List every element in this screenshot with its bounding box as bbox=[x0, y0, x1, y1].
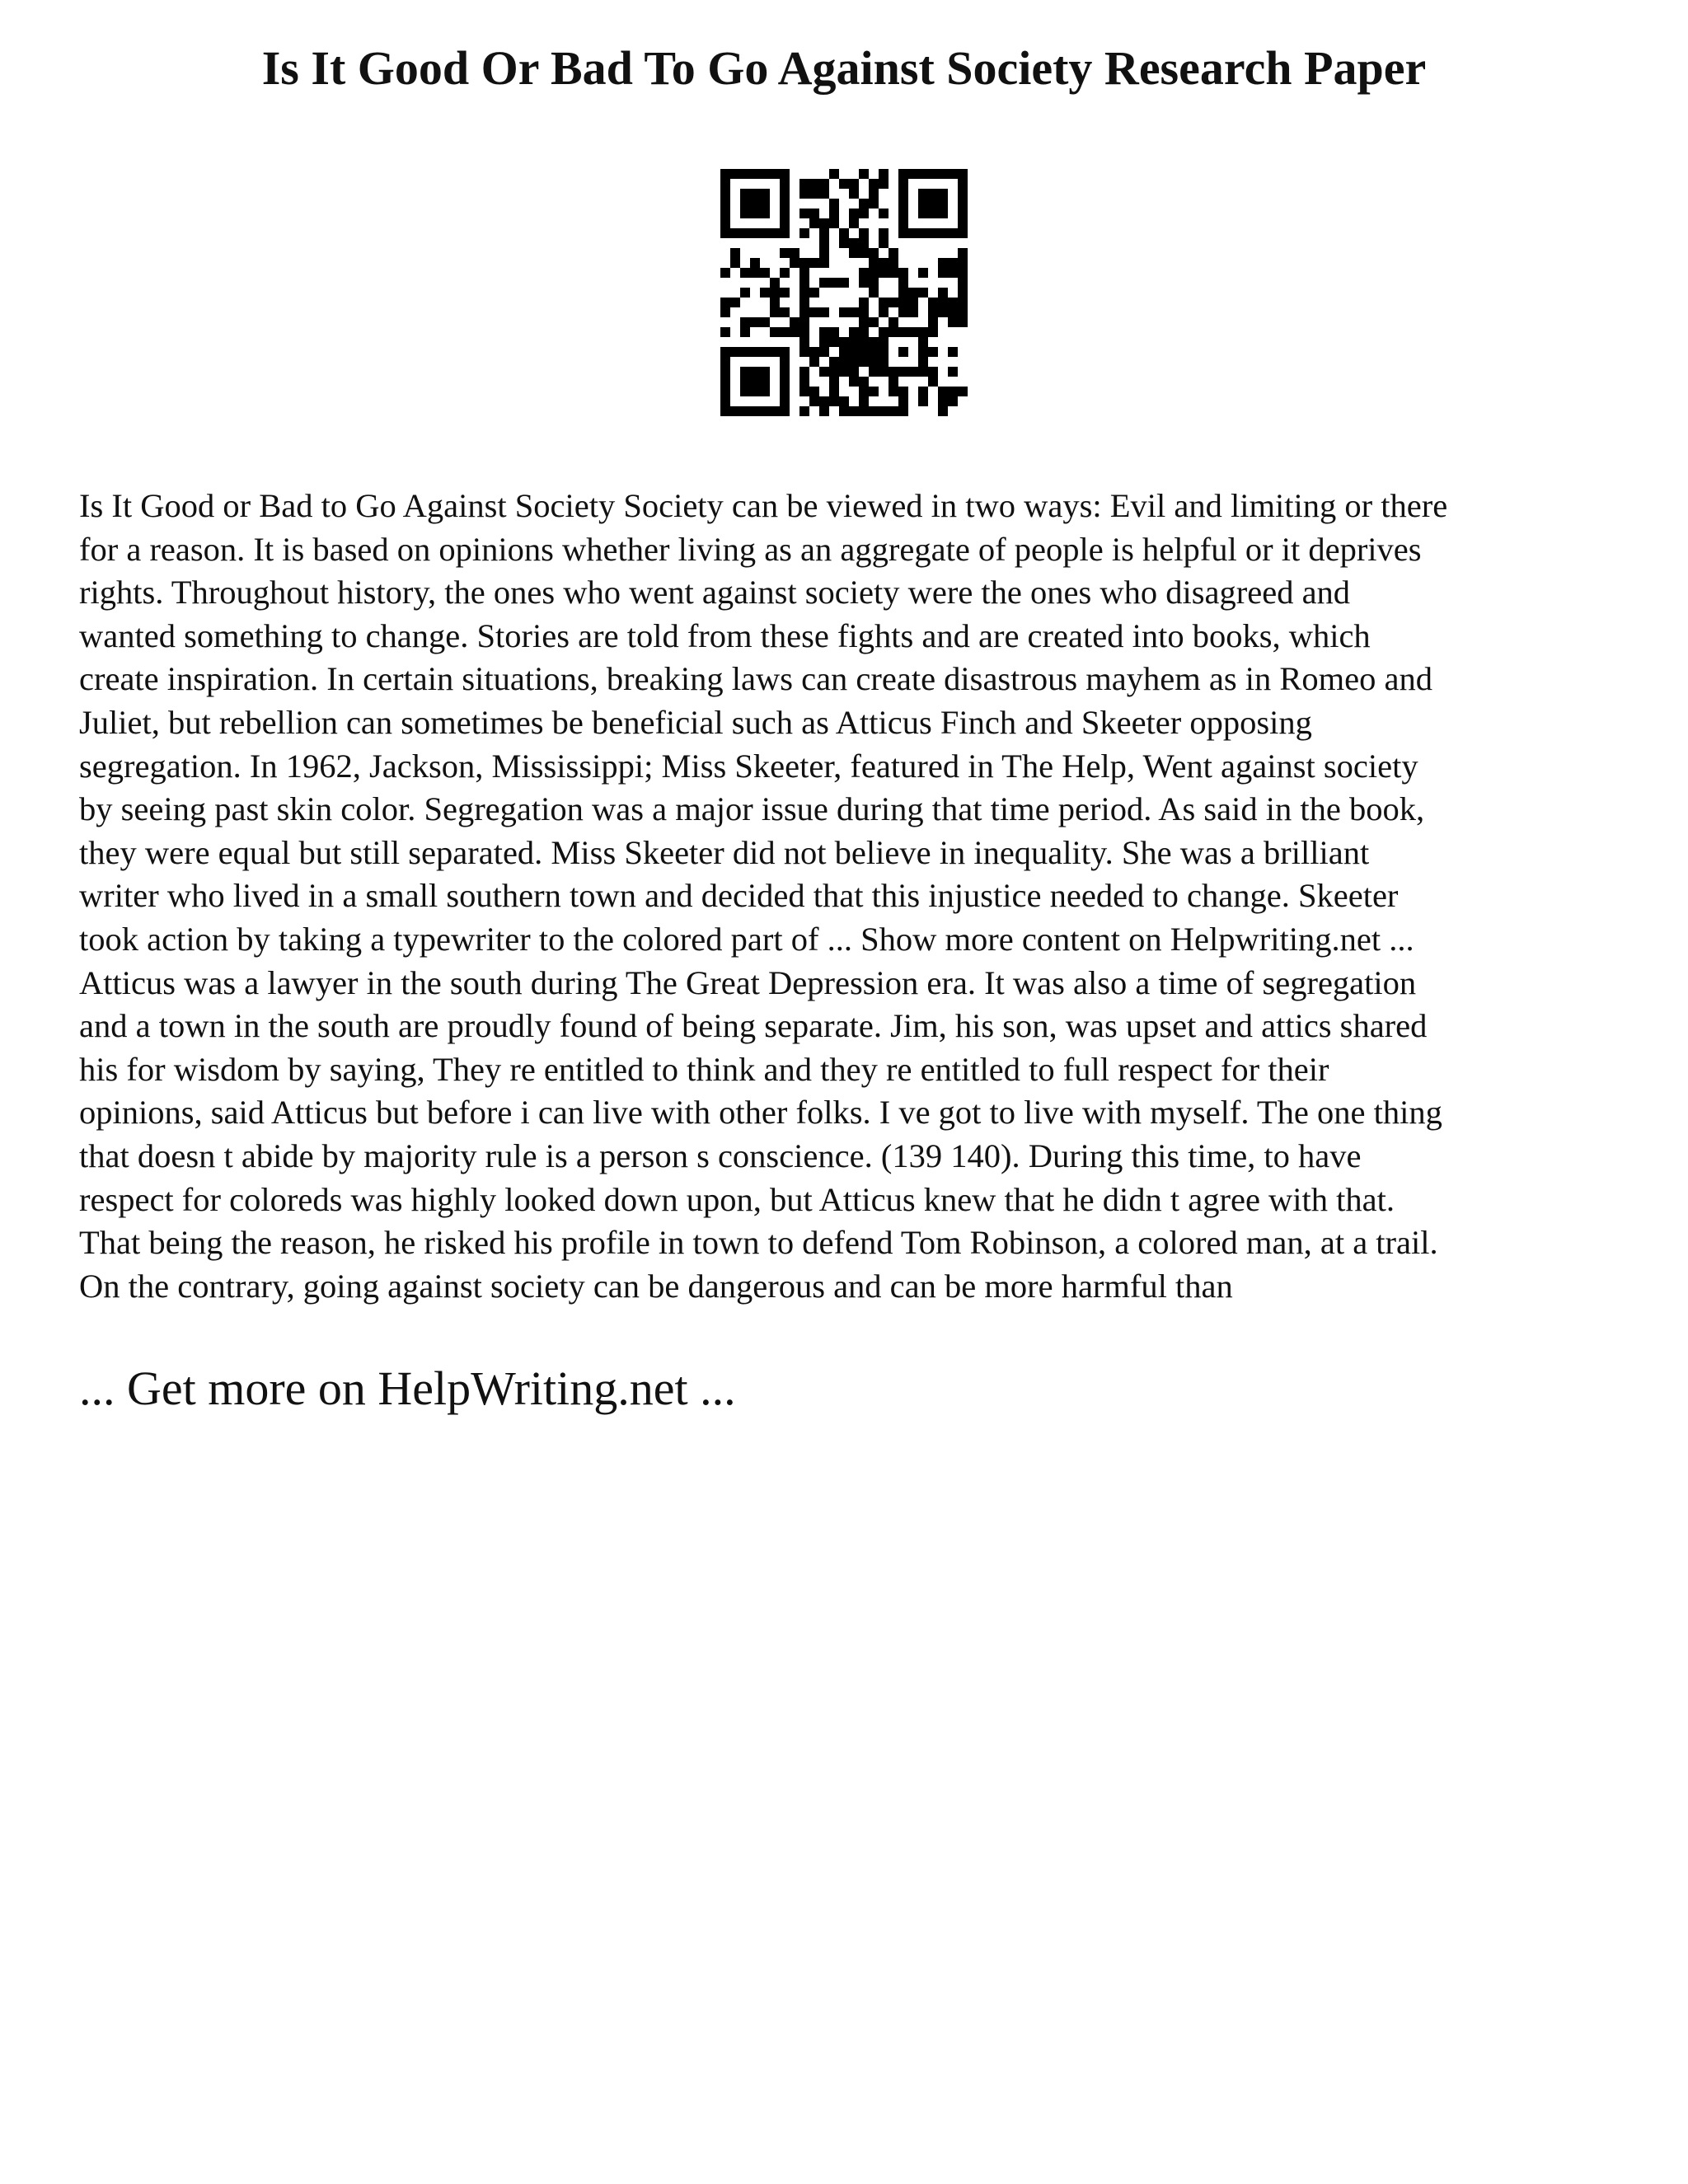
body-line: Is It Good or Bad to Go Against Society Society can be viewed in two ways: Evil and limiting or there bbox=[79, 487, 1448, 524]
body-line: On the contrary, going against society can be dangerous and can be more harmful than bbox=[79, 1267, 1233, 1305]
body-line: wanted something to change. Stories are told from these fights and are created into books, which bbox=[79, 616, 1371, 654]
get-more-link[interactable]: ... Get more on HelpWriting.net ... bbox=[79, 1361, 736, 1415]
body-line: respect for coloreds was highly looked down upon, but Atticus knew that he didn t agree with that. bbox=[79, 1180, 1395, 1218]
body-line: Juliet, but rebellion can sometimes be beneficial such as Atticus Finch and Skeeter opposing bbox=[79, 703, 1312, 741]
body-line: took action by taking a typewriter to the colored part of ... Show more content on Helpwriting.net ... bbox=[79, 920, 1414, 958]
body-line: writer who lived in a small southern town and decided that this injustice needed to change. Skeeter bbox=[79, 877, 1399, 915]
page-title: Is It Good Or Bad To Go Against Society Research Paper bbox=[261, 41, 1427, 95]
body-line: segregation. In 1962, Jackson, Mississippi; Miss Skeeter, featured in The Help, Went against society bbox=[79, 747, 1418, 785]
body-line: and a town in the south are proudly found of being separate. Jim, his son, was upset and attics shared bbox=[79, 1007, 1428, 1045]
body-line: his for wisdom by saying, They re entitled to think and they re entitled to full respect for their bbox=[79, 1050, 1329, 1088]
body-line: for a reason. It is based on opinions whether living as an aggregate of people is helpful or it deprives bbox=[79, 530, 1422, 568]
body-line: rights. Throughout history, the ones who went against society were the ones who disagreed and bbox=[79, 574, 1351, 612]
body-line: that doesn t abide by majority rule is a person s conscience. (139 140). During this time, to have bbox=[79, 1137, 1362, 1174]
body-line: they were equal but still separated. Miss Skeeter did not believe in inequality. She was a brilliant bbox=[79, 833, 1370, 871]
body-line: opinions, said Atticus but before i can live with other folks. I ve got to live with myself. The one thing bbox=[79, 1094, 1442, 1132]
body-paragraph bbox=[79, 485, 1609, 1308]
body-line: create inspiration. In certain situations, breaking laws can create disastrous mayhem as in Romeo and bbox=[79, 660, 1432, 698]
body-line: by seeing past skin color. Segregation was a major issue during that time period. As said in the book, bbox=[79, 790, 1425, 828]
body-line: Atticus was a lawyer in the south during The Great Depression era. It was also a time of segregation bbox=[79, 963, 1417, 1001]
qr-code-icon bbox=[720, 169, 968, 416]
body-line: That being the reason, he risked his profile in town to defend Tom Robinson, a colored man, at a trail. bbox=[79, 1224, 1438, 1262]
